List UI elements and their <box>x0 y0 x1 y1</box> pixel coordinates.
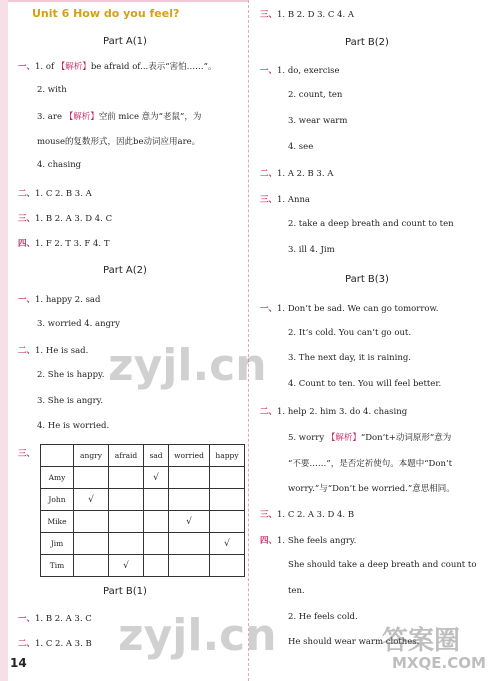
table-cell <box>109 489 144 511</box>
answer-line: 4. see <box>288 142 314 152</box>
table-cell <box>169 467 210 489</box>
table-header-cell: sad <box>144 445 169 467</box>
answer-line: 三、1. B 2. D 3. C 4. A <box>260 10 355 20</box>
table-header-cell: afraid <box>109 445 144 467</box>
answer-line: 三、1. C 2. A 3. D 4. B <box>260 510 355 520</box>
table-header-cell: angry <box>74 445 109 467</box>
answer-line: 二、1. He is sad. <box>18 346 89 356</box>
section-title-part-b1: Part B(1) <box>103 586 147 597</box>
table-cell <box>169 533 210 555</box>
answer-line: 三、 <box>18 449 36 459</box>
table-cell <box>109 533 144 555</box>
answer-line: 一、1. happy 2. sad <box>18 295 101 305</box>
table-cell <box>169 555 210 577</box>
section-title-part-a1: Part A(1) <box>103 36 147 47</box>
table-cell: √ <box>109 555 144 577</box>
stamp-logo <box>378 618 488 676</box>
answer-line: 四、1. She feels angry. <box>260 536 357 546</box>
answer-line: 2. count, ten <box>288 90 343 100</box>
page-number: 14 <box>10 656 27 670</box>
answer-line: 一、1. of 【解析】be afraid of...表示“害怕……”。 <box>18 62 217 72</box>
table-cell <box>210 489 245 511</box>
table-row <box>41 555 245 577</box>
table-cell <box>74 533 109 555</box>
answer-line: 3. wear warm <box>288 116 348 126</box>
unit-title: Unit 6 How do you feel? <box>32 7 180 20</box>
answer-line: 3. She is angry. <box>37 396 104 406</box>
table-cell: √ <box>144 467 169 489</box>
answer-line: 一、1. Don’t be sad. We can go tomorrow. <box>260 304 439 314</box>
answer-line: worry.”与“Don’t be worried.”意思相同。 <box>288 484 455 494</box>
table-cell: Amy <box>41 467 74 489</box>
table-cell: Jim <box>41 533 74 555</box>
feelings-table <box>40 444 245 577</box>
table-row <box>41 533 245 555</box>
table-cell: John <box>41 489 74 511</box>
table-cell: √ <box>210 533 245 555</box>
table-cell <box>210 555 245 577</box>
stamp-subtext: MXQE.COM <box>392 654 486 672</box>
answer-line: 4. chasing <box>37 160 82 170</box>
answer-line: 三、1. B 2. A 3. D 4. C <box>18 214 113 224</box>
answer-line: 二、1. help 2. him 3. do 4. chasing <box>260 407 408 417</box>
answer-line: 四、1. F 2. T 3. F 4. T <box>18 239 110 249</box>
answer-line: 4. He is worried. <box>37 421 110 431</box>
table-cell <box>74 467 109 489</box>
table-cell: √ <box>74 489 109 511</box>
table-header-cell: happy <box>210 445 245 467</box>
answer-line: 二、1. A 2. B 3. A <box>260 169 334 179</box>
section-title-part-a2: Part A(2) <box>103 265 147 276</box>
header-bar <box>8 0 248 2</box>
table-cell <box>144 533 169 555</box>
answer-line: 一、1. do, exercise <box>260 66 340 76</box>
answer-line: He should wear warm clothes. <box>288 637 420 647</box>
answer-line: 三、1. Anna <box>260 195 310 205</box>
answer-line: 3. The next day, it is raining. <box>288 353 411 363</box>
table-cell: Mike <box>41 511 74 533</box>
watermark-text: zyjl.cn <box>118 610 277 661</box>
table-cell: Tim <box>41 555 74 577</box>
table-cell <box>144 489 169 511</box>
answer-line: 2. It’s cold. You can’t go out. <box>288 328 412 338</box>
table-cell <box>144 555 169 577</box>
answer-line: 2. She is happy. <box>37 370 105 380</box>
table-cell <box>169 489 210 511</box>
answer-line: 5. worry 【解析】“Don’t+动词原形”意为 <box>288 433 452 443</box>
table-cell <box>109 511 144 533</box>
table-cell <box>74 555 109 577</box>
table-header-cell: worried <box>169 445 210 467</box>
table-header-row <box>41 445 245 467</box>
table-cell <box>74 511 109 533</box>
answer-line: 2. He feels cold. <box>288 612 358 622</box>
stamp-text: 答案圈 <box>382 626 461 656</box>
answer-line: ten. <box>288 586 305 596</box>
answer-line: 3. are 【解析】空前 mice 意为“老鼠”，为 <box>37 112 202 122</box>
answer-line: 4. Count to ten. You will feel better. <box>288 379 442 389</box>
table-cell: √ <box>169 511 210 533</box>
answer-line: 2. take a deep breath and count to ten <box>288 219 454 229</box>
table-cell <box>109 467 144 489</box>
table-cell <box>210 467 245 489</box>
table-row <box>41 489 245 511</box>
left-margin-strip <box>0 0 8 681</box>
answer-line: “不要……”，是否定祈使句。本题中“Don’t <box>288 459 453 469</box>
table-row <box>41 511 245 533</box>
answer-line: 2. with <box>37 85 67 95</box>
table-row <box>41 467 245 489</box>
table-header-cell <box>41 445 74 467</box>
section-title-part-b3: Part B(3) <box>345 274 389 285</box>
table-cell <box>210 511 245 533</box>
answer-line: 一、1. B 2. A 3. C <box>18 614 92 624</box>
watermark-text: zyjl.cn <box>108 340 267 391</box>
answer-line: mouse的复数形式，因此be动词应用are。 <box>37 137 201 147</box>
answer-line: 3. ill 4. Jim <box>288 245 335 255</box>
section-title-part-b2: Part B(2) <box>345 37 389 48</box>
answer-line: 3. worried 4. angry <box>37 319 120 329</box>
table-cell <box>144 511 169 533</box>
answer-line: 二、1. C 2. B 3. A <box>18 189 92 199</box>
answer-line: She should take a deep breath and count to <box>288 560 477 570</box>
answer-line: 二、1. C 2. A 3. B <box>18 639 92 649</box>
